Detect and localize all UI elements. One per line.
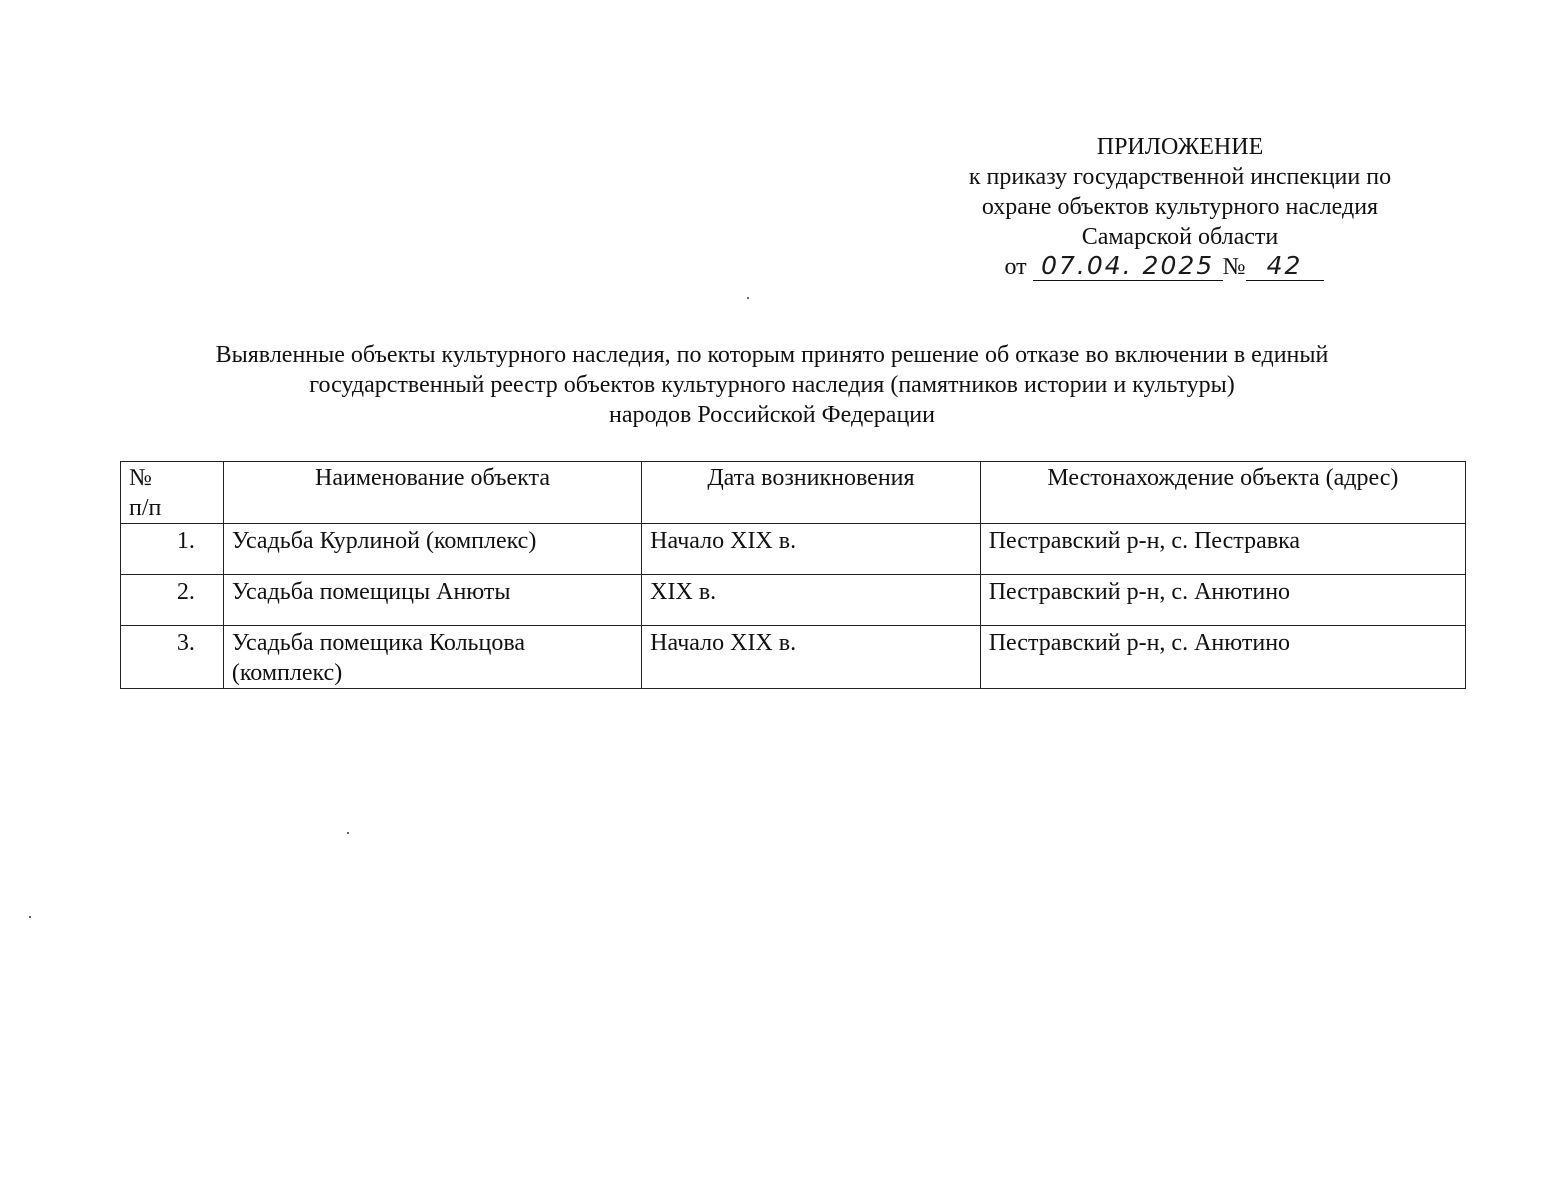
appendix-block [900,132,1460,282]
header-name: Наименование объекта [223,462,641,524]
row-name: Усадьба помещика Кольцова (комплекс) [223,626,641,689]
order-number-field [1246,253,1324,281]
row-location: Пестравский р-н, с. Анютино [980,626,1465,689]
row-location: Пестравский р-н, с. Анютино [980,575,1465,626]
number-label: № [1222,254,1246,280]
order-date-handwritten: 07.04. 2025 [1041,251,1215,280]
appendix-line-3: Самарской области [1081,224,1279,250]
order-number-handwritten: 42 [1266,251,1303,280]
row-date: Начало XIX в. [642,626,981,689]
row-name: Усадьба Курлиной (комплекс) [223,524,641,575]
row-number: 2. [121,575,224,626]
table-row [121,524,1466,575]
row-number: 3. [121,626,224,689]
row-name: Усадьба помещицы Анюты [223,575,641,626]
row-date: XIX в. [642,575,981,626]
title-line-3: народов Российской Федерации [609,402,935,428]
header-number: № п/п [121,462,224,524]
order-date-field [1033,253,1223,281]
title-line-2: государственный реестр объектов культурного наследия (памятников истории и культуры) [309,372,1235,398]
from-label: от [1004,254,1027,280]
header-date: Дата возникновения [642,462,981,524]
scan-speck [747,297,749,299]
appendix-heading: ПРИЛОЖЕНИЕ [1096,134,1264,160]
title-line-1: Выявленные объекты культурного наследия, по которым принято решение об отказе во включении в единый [215,342,1329,368]
row-date: Начало XIX в. [642,524,981,575]
table-row [121,575,1466,626]
row-location: Пестравский р-н, с. Пестравка [980,524,1465,575]
appendix-line-2: охране объектов культурного наследия [981,194,1379,220]
table-row [121,626,1466,689]
appendix-line-1: к приказу государственной инспекции по [968,164,1392,190]
document-title [100,340,1444,430]
row-number: 1. [121,524,224,575]
scan-speck [347,832,349,834]
header-location: Местонахождение объекта (адрес) [980,462,1465,524]
scan-speck [29,916,31,918]
table-header-row [121,462,1466,524]
heritage-objects-table [120,461,1466,689]
order-reference [884,252,1444,282]
